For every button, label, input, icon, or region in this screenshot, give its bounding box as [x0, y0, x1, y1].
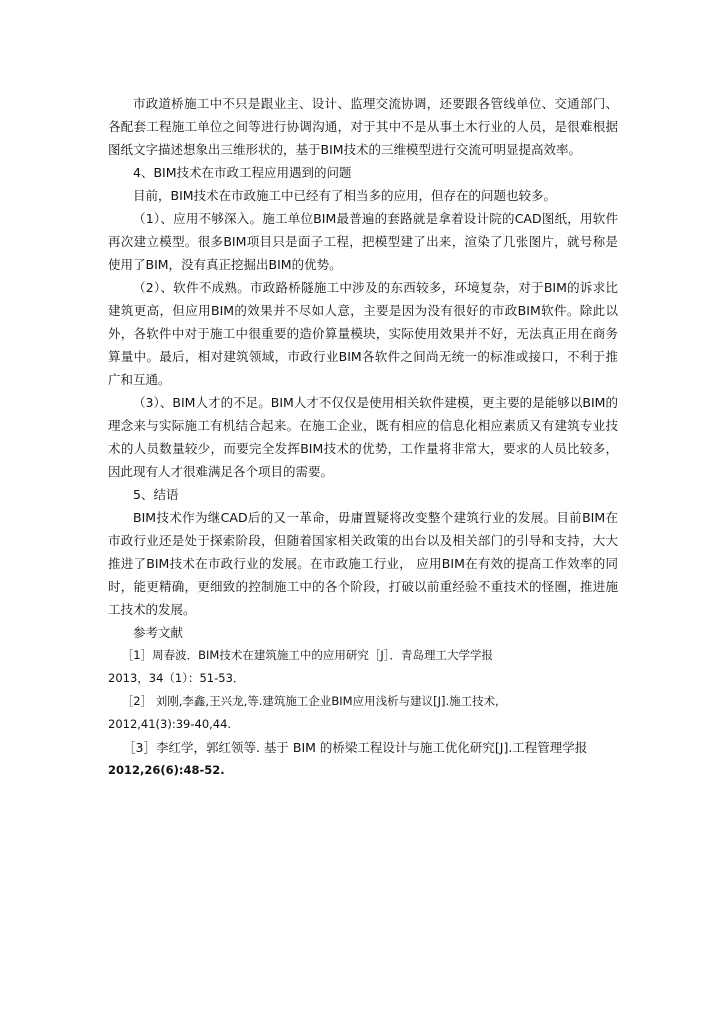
intro-paragraph: 市政道桥施工中不只是跟业主、设计、监理交流协调，还要跟各管线单位、交通部门、各配套工程施工单位之间等进行协调沟通，对于其中不是从事土木行业的人员，是很难根据图纸文字描述想象出三维形状的，基于BIM技术的三维模型进行交流可明显提高效率。	[108, 96, 618, 157]
section-4-heading: 4、BIM技术在市政工程应用遇到的问题	[133, 165, 352, 180]
reference-2-line-1: ［2］ 刘刚,李鑫,王兴龙,等.建筑施工企业BIM应用浅析与建议[J].施工技术,	[121, 694, 499, 708]
section-4-lead: 目前，BIM技术在市政施工中已经有了相当多的应用，但存在的问题也较多。	[133, 188, 557, 203]
references-title: 参考文献	[133, 625, 184, 640]
section-5-body: BIM技术作为继CAD后的又一革命，毋庸置疑将改变整个建筑行业的发展。目前BIM在市政行业还是处于探索阶段，但随着国家相关政策的出台以及相关部门的引导和支持，大大推进了BIM技术在市政行业的发展。在市政施工行业， 应用BIM在有效的提高工作效率的同时，能更精确，更细致的控制施工中的各个阶段，打破以前重经验不重技术的怪圈，推进施工技术的发展。	[108, 510, 618, 617]
reference-1-line-1: ［1］周春波．BIM技术在建筑施工中的应用研究［J］．青岛理工大学学报	[121, 648, 493, 662]
reference-2-line-2: 2012,41(3):39-40,44.	[108, 717, 232, 731]
section-4-item-2: （2）、软件不成熟。市政路桥隧施工中涉及的东西较多，环境复杂，对于BIM的诉求比建筑更高，但应用BIM的效果并不尽如人意，主要是因为没有很好的市政BIM软件。除此以外，各软件中对于施工中很重要的造价算量模块，实际使用效果并不好，无法真正用在商务算量中。最后，相对建筑领域，市政行业BIM各软件之间尚无统一的标准或接口，不利于推广和互通。	[108, 280, 618, 387]
reference-3-line-2: 2012,26(6):48-52.	[108, 763, 225, 777]
reference-3-line-1: ［3］李红学，郭红领等. 基于 BIM 的桥梁工程设计与施工优化研究[J].工程管理学报	[123, 740, 588, 755]
reference-1-line-2: 2013，34（1）：51-53．	[108, 671, 245, 685]
section-4-item-3: （3）、BIM人才的不足。BIM人才不仅仅是使用相关软件建模，更主要的是能够以BIM的理念来与实际施工有机结合起来。在施工企业，既有相应的信息化相应素质又有建筑专业技术的人员数量较少，而要完全发挥BIM技术的优势，工作量将非常大，要求的人员比较多，因此现有人才很难满足各个项目的需要。	[108, 395, 618, 479]
section-5-heading: 5、结语	[133, 487, 179, 502]
section-4-item-1: （1）、应用不够深入。施工单位BIM最普遍的套路就是拿着设计院的CAD图纸，用软件再次建立模型。很多BIM项目只是面子工程，把模型建了出来，渲染了几张图片，就号称是使用了BIM，没有真正挖掘出BIM的优势。	[108, 211, 618, 272]
document-page	[108, 92, 618, 782]
